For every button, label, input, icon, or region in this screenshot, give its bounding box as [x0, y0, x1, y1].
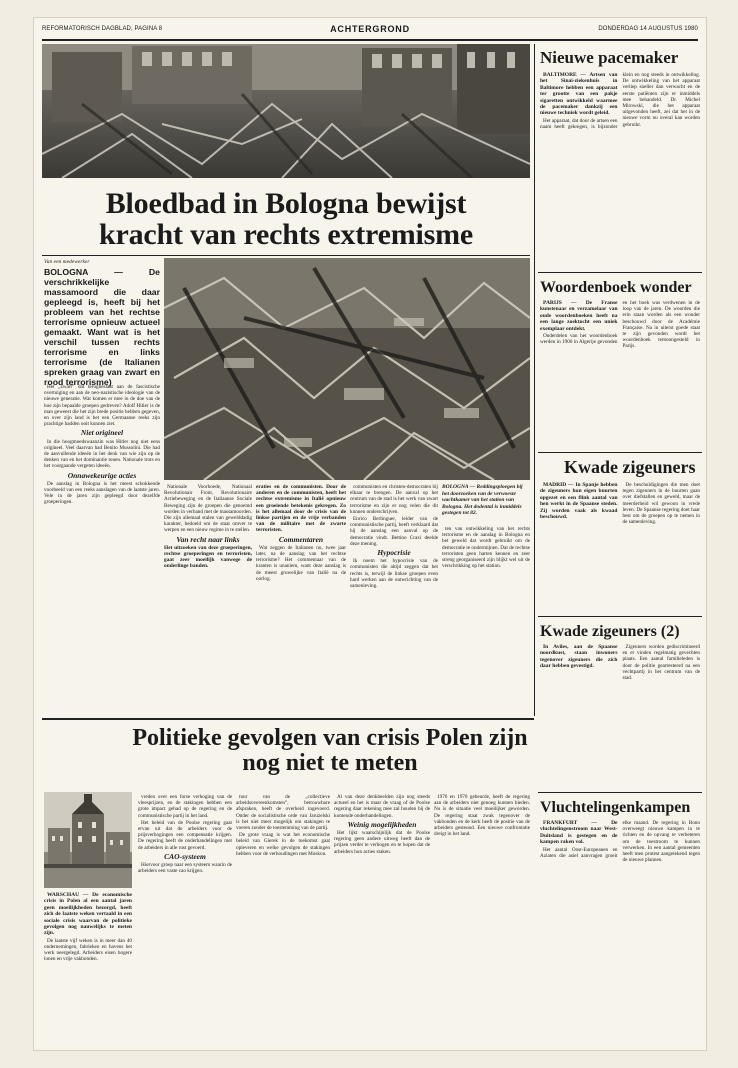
poland-col4-text: Al van deze denkbeelden zijn nog steeds actueel en het is maar de vraag of de Poolse regering daar rekening mee zal houden bij de komende onderhandelingen.	[334, 794, 430, 819]
woordenboek-article	[540, 300, 700, 448]
header-rule	[42, 39, 698, 41]
main-col1-text3: De aanslag in Bologna is het meest schokkende voorbeeld van een reeks aanslagen van de laatste jaren. Vele in de jaren zijn gepleegd door dezelfde groeperingen.	[44, 480, 160, 506]
poland-headline: Politieke gevolgen van crisis Polen zijn nog niet te meten	[132, 725, 528, 776]
subhead-cao-systeem: CAO-systeem	[164, 851, 206, 861]
header-right: DONDERDAG 14 AUGUSTUS 1980	[598, 26, 698, 32]
bottom-article-rule	[42, 718, 534, 720]
main-column-3	[256, 484, 346, 686]
vluchtelingenkampen-headline: Vluchtelingenkampen	[540, 799, 691, 816]
poland-col2-text3: Hiervoor groep naar een systeem waarin de arbeiders een vaste cao krijgen.	[138, 862, 232, 875]
bologna-debris-photo-top	[42, 44, 530, 178]
subhead-commentaren: Commentaren	[278, 534, 324, 544]
main-col2-text: Nationale Voorhoede, Nationaal Revolutionair Front, Revolutionaire Actiebeweging en de Italiaanse Sociale Beweging zijn de groepen die genoemd worden in verband met de massamoorden. Die zijn allemaal stalen van gewelddadig karakter, bedoeld om de staat omver te werpen en een nieuw regime in te stellen.	[164, 484, 252, 534]
main-col3-text2: Wat zeggen de Italianen nu, twee jaar later, na de aanslag van het rechtse terrorisme? Het commentaar van de kranten is unaniem, want deze aanslag is de meest gruwelijke van Italië na de oorlog.	[256, 544, 346, 582]
kwade-zigeuners-article	[540, 482, 700, 614]
main-col4-text: communisten en christen-democraten bij elkaar te brengen. De aanval op het centrum van de stad is het werk van zwart terrorisme en zijn er nog velen die dit kunnen onderschrijven.	[350, 484, 438, 515]
main-col5-text: ten van ontwikkeling van het rechts terrorisme en de aanslag in Bologna en het geweld dat wordt gebruikt om de democratie te ondermijnen. Dat de rechtse terroristen geen harten kennen en zeer streng georganiseerd zijn blijkt wel uit de verschrikking op het station.	[442, 526, 530, 570]
vluchtelingenkampen-body: Het aantal Oost-Europeanen en Aziaten die asiel aanvragen groeit elke maand. De regering in Bonn overweegt nieuwe kampen in te richten en de opvang te verbeteren om de toestroom te kunnen verwerken. In een aantal gemeenten heeft men protest aangetekend tegen de nieuwe plannen.	[540, 820, 700, 864]
poland-col3-text2: De grote vraag is wat het economische beleid van Gierek in de toekomst gaat opleveren en welke gevolgen de stakingen hebben voor de verhoudingen met Moskou.	[236, 832, 330, 857]
kwade-zigeuners-2-lead: In Aviles, aan de Spaanse noordkust, staan inwoners tegenover zigeuners die zich daar hebben gevestigd.	[540, 644, 618, 670]
main-col2-lead: Het uitzoeken van deze groeperingen, rechtse groeperingen en terroristen, gaat zeer moeilijk vanwege de onderlinge banden.	[164, 544, 252, 570]
header-section-title: ACHTERGROND	[330, 24, 410, 34]
poland-column-4	[334, 794, 430, 1042]
poland-lead: WARSCHAU — De economische crisis in Polen al een aantal jaren geen moeilijkheden bezorgd, heeft zich de laatste weken vertaald in een sociale crisis waarvan de politieke gevolgen nog nauwelijks te meten zijn.	[44, 892, 132, 937]
vluchtelingenkampen-article	[540, 820, 700, 1042]
kwade-zigeuners-2-body: Zigeuners worden gediscrimineerd en er vinden regelmatig gevechten plaats. Een aantal familieleden is door de politie gearresteerd na een vechtpartij in het centrum van de stad.	[622, 644, 700, 682]
main-col4-text3: Ik noem het hypocrisie van de communisten die altijd zeggen dat het rechts is, terwijl de linkse groepen even hard werken aan de ontwrichting van de samenleving.	[350, 558, 438, 590]
kwade-zigeuners-lead: MADRID — In Spanje hebben de zigeuners hun eigen buurten opgezet en een flink aantal van hen werkt in de Spaanse steden. Zij worden vaak als kwaad beschouwd.	[540, 482, 618, 521]
woordenboek-body: Onderdelen van het woordenboek werden in 1900 in Algerije gevonden en het boek was verdwenen in de loop van de jaren. De woorden die erin staan worden als een wonder beschouwd door de Académie Française. Na in uiterst goede staat te zijn gevonden wordt het woordenboek tentoongesteld in Parijs.	[540, 300, 700, 350]
kwade-zigeuners-body: De beschuldigingen die men doet tegen zigeuners in de buurten gaan over diefstallen en geweld, maar de meerderheid wil gewoon in vrede leven. De Spaanse regering doet haar best om de groepen op te nemen in de samenleving.	[622, 482, 700, 526]
poland-col5-text: 1976 en 1970 gebeurde, heeft de regering aan de arbeiders niet genoeg kunnen bieden. Nu is de situatie veel moeilijker geworden. De regering staat zwak tegenover de vakbonden en de kerk heeft de positie van de arbeiders gesteund. Een nieuwe confrontatie dreigt in het land.	[434, 794, 530, 838]
page-header	[42, 24, 698, 38]
right-rule-3	[538, 616, 702, 617]
woordenboek-headline: Woordenboek wonder	[540, 279, 692, 296]
subhead-weinig-mogelijkheden: Weinig mogelijkheden	[347, 819, 417, 829]
main-headline: Bloedbad in Bologna bewijst kracht van rechts extremisme	[98, 187, 474, 251]
headline-rule	[42, 255, 530, 256]
poland-column-1	[44, 892, 132, 1042]
right-rule-4	[538, 792, 702, 793]
newspaper-page	[34, 18, 706, 1050]
main-column-4	[350, 484, 438, 686]
vluchtelingenkampen-lead: FRANKFURT — De vluchtelingenstroom naar West-Duitsland is gestegen en de kampen raken vol.	[540, 820, 618, 846]
poland-column-2	[138, 794, 232, 1042]
main-col4-text2: Enrico Berlinguer, leider van de communistische partij, heeft verklaard dat hij de aanslag een aanval op de democratie vindt. Bettino Craxi deelde deze mening.	[350, 516, 438, 547]
subhead-hypocrisie: Hypocrisie	[377, 548, 411, 558]
pacemaker-article	[540, 72, 700, 268]
subhead-niet-origineel: Niet origineel	[80, 428, 124, 438]
header-left: REFORMATORISCH DAGBLAD, PAGINA 8	[42, 26, 163, 32]
main-column-5	[442, 526, 530, 686]
pacemaker-lead: BALTIMORE — Artsen van het Sinai-ziekenhuis in Baltimore hebben een apparaat ter grootte van een pakje sigaretten ontwikkeld waarmee de pacemaker dankzij een nieuwe techniek wordt geleid.	[540, 72, 618, 117]
main-col3-text: eraties en de communisten. Door de anderen en de communisten, heeft het rechtse extremisme in Italië opnieuw een groeiende betekenis gekregen. Zo is het allemaal door de crisis van de linkse partijen en de vrije verbanden van de militaire met de zwarte terroristen.	[256, 484, 346, 534]
main-lead: BOLOGNA — De verschrikkelijke massamoord die daar gepleegd is, heeft bij het probleem van het rechtse terrorisme opnieuw actueel gemaakt. Want wat is het verschil tussen rechts terrorisme en links terrorisme (de Italianen spreken graag van zwart en rood terrorisme)	[44, 267, 160, 387]
subhead-van-recht-naar-links: Van recht naar links	[176, 534, 240, 544]
poland-column-5	[434, 794, 530, 1042]
kwade-zigeuners-headline: Kwade zigeuners	[564, 457, 696, 477]
main-column-1	[44, 384, 160, 686]
pacemaker-body: Het apparaat, dat door de artsen een naam heeft gekregen, is bijzonder klein en nog steeds in ontwikkeling. De ontwikkeling van het apparaat verliep sneller dan verwacht en de eerste patiënten zijn er inmiddels mee behandeld. Dr. Michel Mirowski, die het apparaat uitgevonden heeft, zei dat het in de nieuwe vorm nu overal kan worden gebruikt.	[540, 72, 700, 131]
poland-col2-text: vreden over een forse verhoging van de vleesprijzen, en de stakingen hebben een grote impact gehad op de regering en de communistische partij in het land.	[138, 794, 232, 819]
poland-col4-text2: Het lijkt waarschijnlijk dat de Poolse regering geen andere uitweg heeft dan de prijzen verder te verhogen en te hopen dat de arbeiders hun acties staken.	[334, 830, 430, 855]
main-col1-text: Het „zwart” dat terugbeslaat aan de fascistische overtuiging en aan de neo-nazistische ideologie van de nieuwe generatie. Wat komen er mee in de doe van de hoe zijn bepaalde groepen gedreven? Adolf Hitler is de man geweest die het zijn brede positie hebben gegeven, en over zijn land is het een Germaanse reeks zijn prachtige hadden ooit kunnen ziet.	[44, 384, 160, 428]
subhead-onnawekeurige-acties: Onnawekeurige acties	[67, 470, 137, 480]
pacemaker-headline: Nieuwe pacemaker	[540, 48, 679, 67]
main-col1-text2: In die hoogmoedswaanzin was Hitler nog niet eens origineel. Veel daarvan had Benito Mussolini. Die had de aanvullende ideeën in het denk van wie zijn op de denken van en het dominantie tonen. Nationale trots en het voorgaande vergeten ideeën.	[44, 438, 160, 470]
photo-caption: BOLOGNA — Reddingsploegen bij het doorzoeken van de verwoeste wachtkamer van het station van Bologna. Het dodental is inmiddels gestegen tot 82.	[442, 484, 523, 516]
poland-col2-text2: Het beleid van de Poolse regering gaat ervan uit dat de arbeiders voor de prijsverhogingen een compensatie krijgen. De regering heeft de onderhandelingen met de arbeiders in alle rust gevoerd.	[138, 819, 232, 851]
right-rule-2	[538, 452, 702, 453]
poland-col3-text: tuur van de „collectieve arbeidsovereenkomsten”, betrouwbare afspraken, heeft de overheid ingevoerd. Onder de socialistische orde van Jaruzelski is het niet meer mogelijk om stakingen te voeren zonder de toestemming van de partij.	[236, 794, 330, 832]
column-divider	[534, 44, 535, 716]
main-byline: Van een medewerker	[44, 259, 90, 265]
poland-col1-text: De laatste vijf weken is in meer dan 40 ondernemingen, fabrieken en havens het werk neergelegd. Arbeiders eisen hogere lonen en vrije vakbonden.	[44, 937, 132, 963]
woordenboek-lead: PARIJS — De Franse kunstenaar en verzamelaar van oude woordenboeken heeft na een lange zoektocht een uniek exemplaar ontdekt.	[540, 300, 618, 332]
poland-column-3	[236, 794, 330, 1042]
warsaw-castle-photo	[44, 792, 132, 888]
kwade-zigeuners-2-article	[540, 644, 700, 788]
kwade-zigeuners-2-headline: Kwade zigeuners (2)	[540, 623, 680, 640]
main-column-2	[164, 484, 252, 686]
right-rule-1	[538, 272, 702, 273]
bologna-station-rubble-photo	[164, 258, 530, 480]
